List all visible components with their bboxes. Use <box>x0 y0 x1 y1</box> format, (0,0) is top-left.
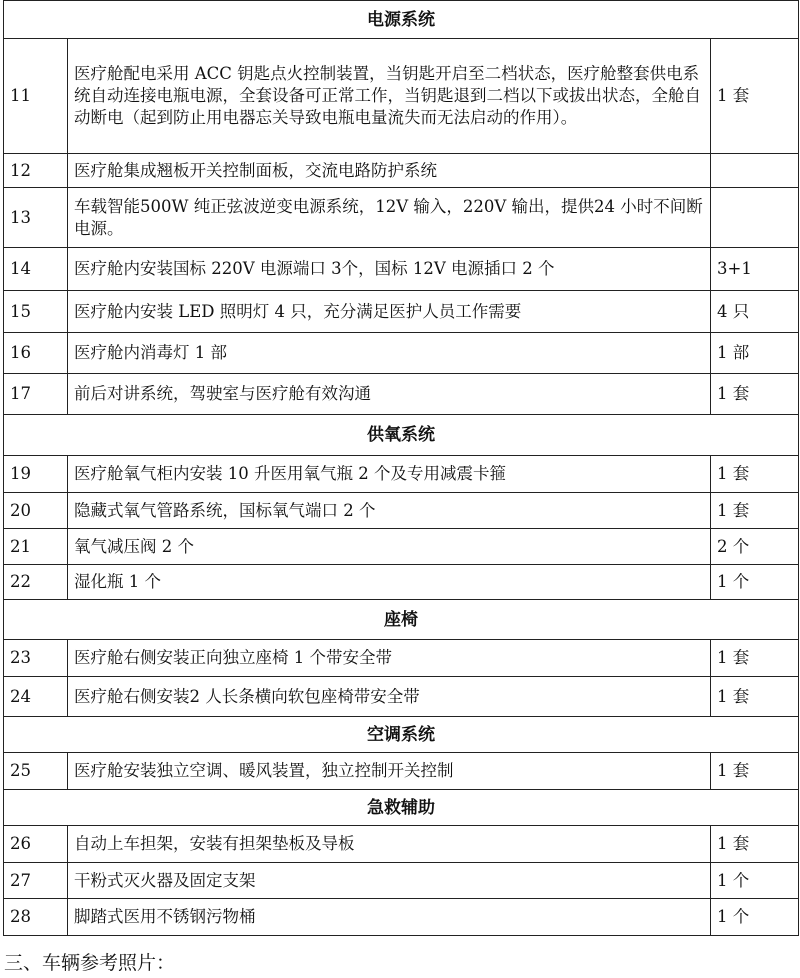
section-header-row <box>4 717 799 753</box>
row-quantity: 1 套 <box>711 640 799 677</box>
section-title-first-aid: 急救辅助 <box>4 790 799 826</box>
row-description: 前后对讲系统，驾驶室与医疗舱有效沟通 <box>68 374 711 415</box>
table-row <box>4 753 799 790</box>
row-number: 28 <box>4 899 68 936</box>
row-number: 17 <box>4 374 68 415</box>
table-row <box>4 899 799 936</box>
equipment-spec-table <box>3 0 799 936</box>
row-number: 20 <box>4 493 68 529</box>
row-description: 氧气减压阀 2 个 <box>68 529 711 565</box>
row-description: 干粉式灭火器及固定支架 <box>68 863 711 899</box>
row-quantity: 3+1 <box>711 248 799 291</box>
row-quantity <box>711 154 799 188</box>
row-description: 脚踏式医用不锈钢污物桶 <box>68 899 711 936</box>
row-number: 14 <box>4 248 68 291</box>
row-number: 16 <box>4 333 68 374</box>
row-description: 医疗舱集成翘板开关控制面板，交流电路防护系统 <box>68 154 711 188</box>
table-row <box>4 863 799 899</box>
row-quantity: 1 个 <box>711 899 799 936</box>
section-header-row <box>4 1 799 39</box>
row-description: 医疗舱内安装国标 220V 电源端口 3个，国标 12V 电源插口 2 个 <box>68 248 711 291</box>
table-row <box>4 640 799 677</box>
row-number: 21 <box>4 529 68 565</box>
row-description: 自动上车担架，安装有担架垫板及导板 <box>68 826 711 863</box>
table-row <box>4 826 799 863</box>
table-row <box>4 248 799 291</box>
section-header-row <box>4 415 799 456</box>
row-number: 27 <box>4 863 68 899</box>
row-quantity <box>711 188 799 248</box>
row-description: 湿化瓶 1 个 <box>68 565 711 600</box>
table-row <box>4 188 799 248</box>
table-row <box>4 333 799 374</box>
row-number: 19 <box>4 456 68 493</box>
table-row <box>4 565 799 600</box>
row-number: 13 <box>4 188 68 248</box>
row-number: 12 <box>4 154 68 188</box>
row-description: 医疗舱右侧安装正向独立座椅 1 个带安全带 <box>68 640 711 677</box>
row-quantity: 1 套 <box>711 493 799 529</box>
row-quantity: 1 套 <box>711 677 799 717</box>
row-quantity: 1 套 <box>711 753 799 790</box>
row-description: 医疗舱配电采用 ACC 钥匙点火控制装置，当钥匙开启至二档状态，医疗舱整套供电系统自动连接电瓶电源，全套设备可正常工作，当钥匙退到二档以下或拔出状态，全舱自动断电（起到防止用电器忘关导致电瓶电量流失而无法启动的作用）。 <box>68 39 711 154</box>
row-quantity: 2 个 <box>711 529 799 565</box>
row-description: 医疗舱内安装 LED 照明灯 4 只，充分满足医护人员工作需要 <box>68 291 711 333</box>
row-description: 医疗舱右侧安装2 人长条横向软包座椅带安全带 <box>68 677 711 717</box>
row-quantity: 1 套 <box>711 456 799 493</box>
table-row <box>4 154 799 188</box>
row-description: 医疗舱安装独立空调、暖风装置，独立控制开关控制 <box>68 753 711 790</box>
section-title-seats: 座椅 <box>4 600 799 640</box>
section-title-air-conditioning: 空调系统 <box>4 717 799 753</box>
row-description: 车载智能500W 纯正弦波逆变电源系统，12V 输入，220V 输出，提供24 小时不间断电源。 <box>68 188 711 248</box>
row-quantity: 1 个 <box>711 863 799 899</box>
section-title-oxygen: 供氧系统 <box>4 415 799 456</box>
row-description: 隐藏式氧气管路系统，国标氧气端口 2 个 <box>68 493 711 529</box>
row-quantity: 1 部 <box>711 333 799 374</box>
row-number: 23 <box>4 640 68 677</box>
row-number: 25 <box>4 753 68 790</box>
row-quantity: 4 只 <box>711 291 799 333</box>
row-number: 15 <box>4 291 68 333</box>
row-quantity: 1 套 <box>711 826 799 863</box>
row-quantity: 1 个 <box>711 565 799 600</box>
row-number: 22 <box>4 565 68 600</box>
section-heading-vehicle-photos: 三、车辆参考照片： <box>4 952 176 974</box>
row-number: 24 <box>4 677 68 717</box>
section-header-row <box>4 790 799 826</box>
table-row <box>4 677 799 717</box>
row-quantity: 1 套 <box>711 374 799 415</box>
table-row <box>4 493 799 529</box>
row-number: 26 <box>4 826 68 863</box>
row-quantity: 1 套 <box>711 39 799 154</box>
row-description: 医疗舱氧气柜内安装 10 升医用氧气瓶 2 个及专用减震卡箍 <box>68 456 711 493</box>
section-title-power: 电源系统 <box>4 1 799 39</box>
row-number: 11 <box>4 39 68 154</box>
section-header-row <box>4 600 799 640</box>
table-row <box>4 291 799 333</box>
table-row <box>4 374 799 415</box>
table-row <box>4 456 799 493</box>
table-row <box>4 529 799 565</box>
table-row <box>4 39 799 154</box>
row-description: 医疗舱内消毒灯 1 部 <box>68 333 711 374</box>
